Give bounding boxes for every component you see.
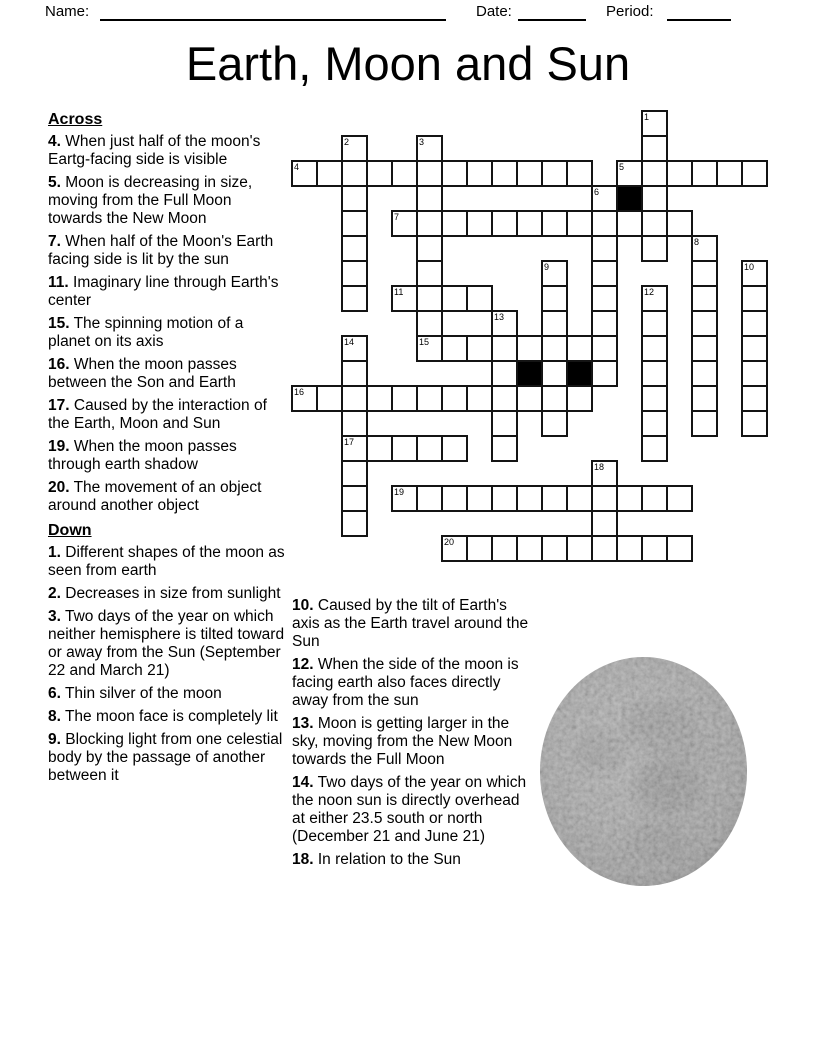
grid-cell-r9-c2 — [341, 335, 368, 362]
grid-cell-r2-c9 — [516, 160, 543, 187]
grid-cell-r7-c10 — [541, 285, 568, 312]
grid-cell-r17-c8 — [491, 535, 518, 562]
clue-number: 15. — [48, 315, 70, 332]
grid-cell-r17-c11 — [566, 535, 593, 562]
grid-cell-r11-c0 — [291, 385, 318, 412]
clue-across-7 — [48, 233, 285, 269]
clue-number: 13. — [292, 715, 314, 732]
clue-text: Caused by the tilt of Earth's axis as the Earth travel around the Sun — [292, 597, 529, 650]
grid-cell-r14-c12 — [591, 460, 618, 487]
grid-cell-black — [566, 360, 593, 387]
clue-text: When just half of the moon's Eartg-facing side is visible — [48, 133, 261, 168]
grid-cell-r9-c9 — [516, 335, 543, 362]
grid-cell-r7-c5 — [416, 285, 443, 312]
grid-cell-r2-c0 — [291, 160, 318, 187]
grid-cell-r7-c6 — [441, 285, 468, 312]
clue-across-19 — [48, 438, 285, 474]
grid-cell-r11-c5 — [416, 385, 443, 412]
crossword-grid — [291, 110, 768, 562]
grid-cell-r9-c18 — [741, 335, 768, 362]
grid-clue-number-17: 17 — [344, 437, 355, 447]
clue-number: 11. — [48, 274, 69, 291]
grid-cell-r7-c4 — [391, 285, 418, 312]
grid-cell-r4-c14 — [641, 210, 668, 237]
grid-cell-r1-c2 — [341, 135, 368, 162]
grid-cell-r9-c5 — [416, 335, 443, 362]
grid-cell-r4-c2 — [341, 210, 368, 237]
grid-cell-r4-c7 — [466, 210, 493, 237]
clue-down-12 — [292, 656, 532, 710]
name-blank-line — [100, 2, 446, 21]
clue-text: Two days of the year on which the noon sun is directly overhead at either 23.5 south or north (December 21 and June 21) — [292, 774, 527, 845]
grid-cell-r11-c6 — [441, 385, 468, 412]
grid-cell-r4-c12 — [591, 210, 618, 237]
clue-down-14 — [292, 774, 532, 846]
grid-cell-r5-c12 — [591, 235, 618, 262]
clue-number: 9. — [48, 731, 61, 748]
grid-cell-r4-c9 — [516, 210, 543, 237]
grid-clue-number-12: 12 — [644, 287, 655, 297]
grid-clue-number-8: 8 — [694, 237, 700, 247]
grid-cell-r2-c13 — [616, 160, 643, 187]
grid-cell-r2-c8 — [491, 160, 518, 187]
clue-text: Blocking light from one celestial body by the passage of another between it — [48, 731, 283, 784]
clue-down-10 — [292, 597, 532, 651]
grid-cell-black — [616, 185, 643, 212]
grid-cell-r17-c12 — [591, 535, 618, 562]
period-blank-line — [667, 2, 731, 21]
grid-clue-number-13: 13 — [494, 312, 505, 322]
grid-cell-r12-c18 — [741, 410, 768, 437]
grid-clue-number-2: 2 — [344, 137, 350, 147]
period-label: Period: — [606, 3, 654, 20]
grid-cell-r4-c10 — [541, 210, 568, 237]
grid-cell-r6-c2 — [341, 260, 368, 287]
grid-cell-r12-c8 — [491, 410, 518, 437]
grid-cell-r10-c12 — [591, 360, 618, 387]
across-clue-list — [48, 133, 285, 515]
clue-number: 17. — [48, 397, 70, 414]
grid-cell-r2-c16 — [691, 160, 718, 187]
grid-cell-r4-c5 — [416, 210, 443, 237]
grid-cell-r14-c2 — [341, 460, 368, 487]
grid-clue-number-14: 14 — [344, 337, 355, 347]
clue-text: Moon is getting larger in the sky, moving from the New Moon towards the Full Moon — [292, 715, 513, 768]
grid-cell-r2-c7 — [466, 160, 493, 187]
grid-cell-r0-c14 — [641, 110, 668, 137]
clue-number: 8. — [48, 708, 61, 725]
grid-cell-r9-c12 — [591, 335, 618, 362]
grid-cell-r2-c14 — [641, 160, 668, 187]
grid-cell-r10-c18 — [741, 360, 768, 387]
grid-cell-r4-c6 — [441, 210, 468, 237]
clue-text: When half of the Moon's Earth facing side is lit by the sun — [48, 233, 274, 268]
page-title: Earth, Moon and Sun — [185, 37, 631, 90]
grid-cell-r6-c10 — [541, 260, 568, 287]
grid-cell-r8-c16 — [691, 310, 718, 337]
grid-cell-r13-c5 — [416, 435, 443, 462]
clue-text: The spinning motion of a planet on its axis — [48, 315, 244, 350]
grid-cell-r3-c5 — [416, 185, 443, 212]
grid-cell-r12-c10 — [541, 410, 568, 437]
grid-cell-r2-c15 — [666, 160, 693, 187]
clue-text: Two days of the year on which neither hemisphere is tilted toward or away from the Sun (September 22 and March 21) — [48, 608, 285, 679]
grid-cell-r13-c8 — [491, 435, 518, 462]
grid-cell-r11-c4 — [391, 385, 418, 412]
date-blank-line — [518, 2, 586, 21]
clue-text: When the moon passes through earth shadow — [48, 438, 237, 473]
grid-cell-r1-c14 — [641, 135, 668, 162]
grid-cell-r6-c5 — [416, 260, 443, 287]
grid-clue-number-1: 1 — [644, 112, 650, 122]
grid-cell-r3-c12 — [591, 185, 618, 212]
grid-cell-r13-c4 — [391, 435, 418, 462]
clue-number: 14. — [292, 774, 314, 791]
grid-cell-r16-c12 — [591, 510, 618, 537]
clue-number: 16. — [48, 356, 70, 373]
grid-cell-r17-c10 — [541, 535, 568, 562]
clue-number: 6. — [48, 685, 61, 702]
grid-cell-r11-c11 — [566, 385, 593, 412]
grid-cell-r15-c6 — [441, 485, 468, 512]
clue-number: 4. — [48, 133, 61, 150]
clue-number: 20. — [48, 479, 70, 496]
clue-number: 10. — [292, 597, 314, 614]
clue-down-13 — [292, 715, 532, 769]
grid-cell-r8-c12 — [591, 310, 618, 337]
clue-text: Imaginary line through Earth's center — [48, 274, 279, 309]
grid-cell-r2-c18 — [741, 160, 768, 187]
left-clue-column — [48, 111, 285, 790]
grid-cell-r15-c5 — [416, 485, 443, 512]
grid-cell-r11-c10 — [541, 385, 568, 412]
clue-text: Caused by the interaction of the Earth, Moon and Sun — [48, 397, 267, 432]
clue-number: 19. — [48, 438, 70, 455]
clue-down-1 — [48, 544, 285, 580]
clue-text: Moon is decreasing in size, moving from the Full Moon towards the New Moon — [48, 174, 253, 227]
grid-cell-r13-c2 — [341, 435, 368, 462]
down-heading: Down — [48, 522, 92, 539]
grid-clue-number-20: 20 — [444, 537, 455, 547]
clue-down-18 — [292, 851, 532, 869]
grid-cell-r2-c3 — [366, 160, 393, 187]
grid-cell-r9-c14 — [641, 335, 668, 362]
clue-down-2 — [48, 585, 285, 603]
grid-cell-r15-c10 — [541, 485, 568, 512]
grid-cell-r7-c2 — [341, 285, 368, 312]
grid-cell-r17-c9 — [516, 535, 543, 562]
clue-number: 7. — [48, 233, 61, 250]
clue-text: When the side of the moon is facing earth also faces directly away from the sun — [292, 656, 519, 709]
grid-cell-r2-c11 — [566, 160, 593, 187]
grid-cell-r8-c14 — [641, 310, 668, 337]
grid-cell-r15-c13 — [616, 485, 643, 512]
grid-cell-r7-c18 — [741, 285, 768, 312]
grid-cell-r3-c2 — [341, 185, 368, 212]
grid-cell-r11-c3 — [366, 385, 393, 412]
grid-cell-r5-c2 — [341, 235, 368, 262]
grid-cell-r11-c9 — [516, 385, 543, 412]
grid-clue-number-11: 11 — [394, 287, 404, 297]
grid-cell-r1-c5 — [416, 135, 443, 162]
grid-cell-r15-c9 — [516, 485, 543, 512]
grid-cell-r11-c18 — [741, 385, 768, 412]
grid-cell-r2-c5 — [416, 160, 443, 187]
grid-cell-r15-c8 — [491, 485, 518, 512]
clue-across-20 — [48, 479, 285, 515]
grid-cell-r16-c2 — [341, 510, 368, 537]
grid-cell-r17-c14 — [641, 535, 668, 562]
grid-cell-r15-c7 — [466, 485, 493, 512]
grid-cell-r4-c4 — [391, 210, 418, 237]
grid-clue-number-19: 19 — [394, 487, 405, 497]
grid-cell-r12-c14 — [641, 410, 668, 437]
grid-clue-number-7: 7 — [394, 212, 400, 222]
down-clue-list-left — [48, 544, 285, 785]
grid-clue-number-5: 5 — [619, 162, 625, 172]
clue-number: 3. — [48, 608, 61, 625]
grid-cell-r8-c10 — [541, 310, 568, 337]
moon-image — [540, 657, 747, 886]
grid-cell-r9-c16 — [691, 335, 718, 362]
grid-cell-r15-c15 — [666, 485, 693, 512]
grid-cell-r8-c5 — [416, 310, 443, 337]
grid-cell-r4-c8 — [491, 210, 518, 237]
grid-cell-r7-c14 — [641, 285, 668, 312]
clue-across-5 — [48, 174, 285, 228]
grid-cell-r10-c10 — [541, 360, 568, 387]
clue-number: 18. — [292, 851, 314, 868]
grid-cell-r5-c16 — [691, 235, 718, 262]
right-clue-column — [292, 597, 532, 874]
grid-cell-r12-c16 — [691, 410, 718, 437]
grid-cell-r9-c6 — [441, 335, 468, 362]
clue-text: Thin silver of the moon — [60, 685, 222, 702]
grid-cell-r7-c7 — [466, 285, 493, 312]
clue-number: 5. — [48, 174, 61, 191]
clue-across-16 — [48, 356, 285, 392]
clue-down-9 — [48, 731, 285, 785]
grid-clue-number-9: 9 — [544, 262, 550, 272]
clue-down-8 — [48, 708, 285, 726]
moon-texture — [540, 657, 747, 886]
grid-cell-r13-c14 — [641, 435, 668, 462]
across-heading: Across — [48, 111, 103, 128]
grid-cell-r10-c14 — [641, 360, 668, 387]
clue-text: Decreases in size from sunlight — [60, 585, 281, 602]
grid-cell-r13-c6 — [441, 435, 468, 462]
grid-cell-r5-c5 — [416, 235, 443, 262]
grid-cell-r15-c12 — [591, 485, 618, 512]
grid-cell-r11-c2 — [341, 385, 368, 412]
grid-cell-r9-c11 — [566, 335, 593, 362]
clue-across-15 — [48, 315, 285, 351]
grid-cell-r6-c18 — [741, 260, 768, 287]
clue-text: In relation to the Sun — [313, 851, 461, 868]
grid-cell-r10-c16 — [691, 360, 718, 387]
grid-clue-number-15: 15 — [419, 337, 430, 347]
grid-cell-r15-c4 — [391, 485, 418, 512]
clue-text: The moon face is completely lit — [60, 708, 278, 725]
name-label: Name: — [45, 3, 90, 20]
grid-cell-r2-c2 — [341, 160, 368, 187]
grid-cell-r10-c8 — [491, 360, 518, 387]
clue-across-11 — [48, 274, 285, 310]
clue-across-4 — [48, 133, 285, 169]
worksheet-header — [0, 0, 816, 26]
grid-cell-r9-c10 — [541, 335, 568, 362]
grid-cell-r11-c8 — [491, 385, 518, 412]
grid-cell-r12-c2 — [341, 410, 368, 437]
grid-cell-r8-c18 — [741, 310, 768, 337]
grid-cell-r15-c11 — [566, 485, 593, 512]
grid-cell-r17-c15 — [666, 535, 693, 562]
grid-clue-number-10: 10 — [744, 262, 755, 272]
clue-text: Different shapes of the moon as seen from earth — [48, 544, 285, 579]
grid-cell-r10-c2 — [341, 360, 368, 387]
grid-cell-r11-c7 — [466, 385, 493, 412]
grid-cell-r5-c14 — [641, 235, 668, 262]
clue-number: 1. — [48, 544, 61, 561]
grid-cell-r13-c3 — [366, 435, 393, 462]
grid-cell-r17-c7 — [466, 535, 493, 562]
grid-clue-number-18: 18 — [594, 462, 605, 472]
grid-cell-r17-c13 — [616, 535, 643, 562]
grid-clue-number-16: 16 — [294, 387, 305, 397]
grid-cell-r11-c14 — [641, 385, 668, 412]
grid-cell-r4-c11 — [566, 210, 593, 237]
grid-cell-r3-c14 — [641, 185, 668, 212]
grid-cell-r8-c8 — [491, 310, 518, 337]
grid-cell-r4-c13 — [616, 210, 643, 237]
grid-cell-r9-c8 — [491, 335, 518, 362]
grid-cell-r6-c12 — [591, 260, 618, 287]
grid-clue-number-6: 6 — [594, 187, 600, 197]
grid-cell-r11-c16 — [691, 385, 718, 412]
grid-cell-r11-c1 — [316, 385, 343, 412]
grid-cell-r2-c6 — [441, 160, 468, 187]
grid-cell-black — [516, 360, 543, 387]
grid-cell-r15-c14 — [641, 485, 668, 512]
grid-cell-r9-c7 — [466, 335, 493, 362]
grid-cell-r2-c17 — [716, 160, 743, 187]
down-clue-list-right — [292, 597, 532, 869]
grid-clue-number-3: 3 — [419, 137, 425, 147]
grid-cell-r2-c1 — [316, 160, 343, 187]
clue-text: When the moon passes between the Son and Earth — [48, 356, 237, 391]
clue-down-3 — [48, 608, 285, 680]
grid-cell-r2-c10 — [541, 160, 568, 187]
clue-number: 12. — [292, 656, 314, 673]
grid-cell-r7-c12 — [591, 285, 618, 312]
clue-down-6 — [48, 685, 285, 703]
date-label: Date: — [476, 3, 512, 20]
grid-cell-r7-c16 — [691, 285, 718, 312]
grid-cell-r15-c2 — [341, 485, 368, 512]
clue-across-17 — [48, 397, 285, 433]
clue-text: The movement of an object around another object — [48, 479, 262, 514]
grid-cell-r4-c15 — [666, 210, 693, 237]
grid-cell-r17-c6 — [441, 535, 468, 562]
grid-cell-r2-c4 — [391, 160, 418, 187]
clue-number: 2. — [48, 585, 61, 602]
grid-cell-r6-c16 — [691, 260, 718, 287]
grid-clue-number-4: 4 — [294, 162, 300, 172]
